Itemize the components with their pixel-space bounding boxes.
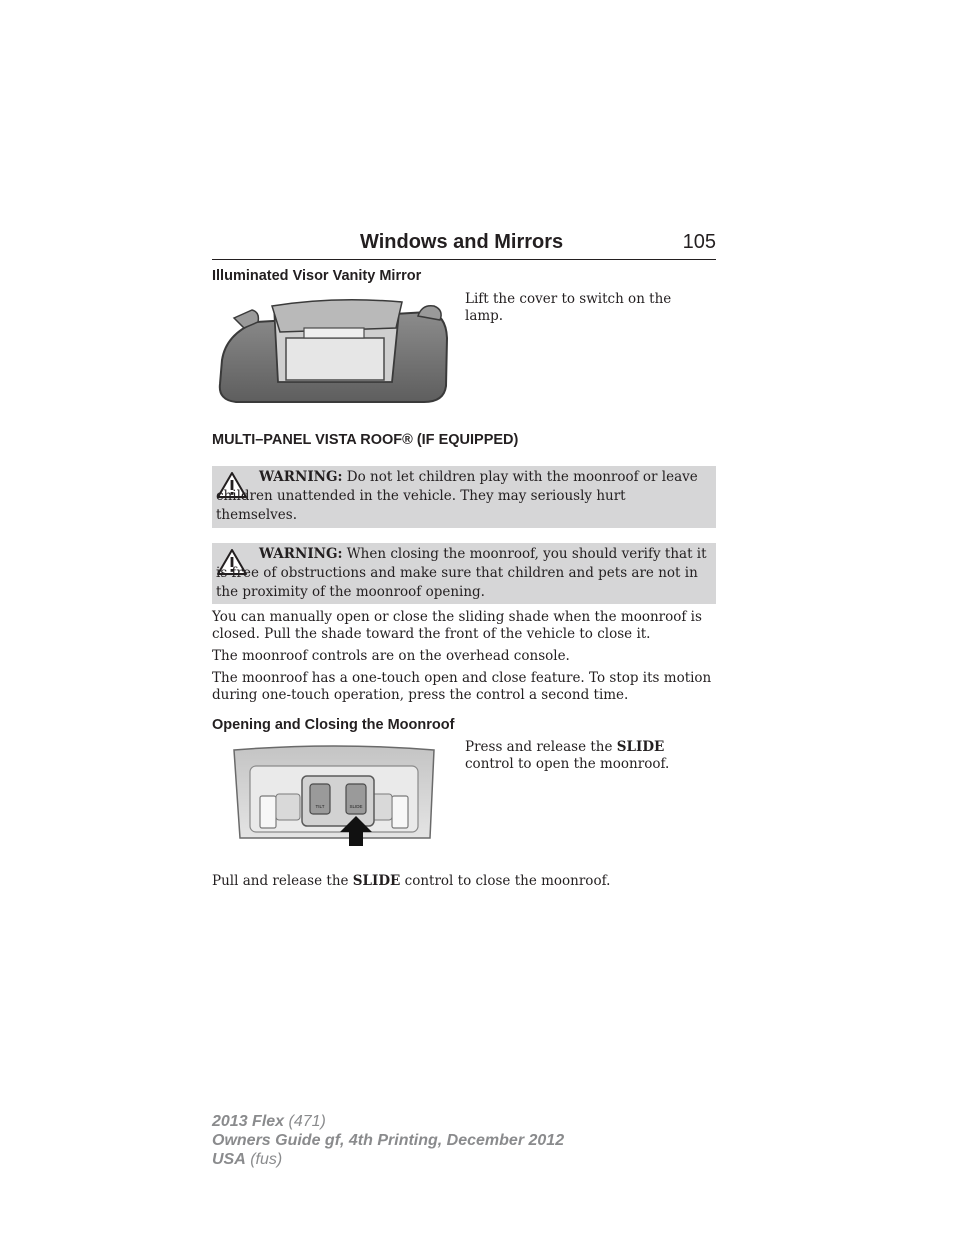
footer-edition: Owners Guide gf, 4th Printing, December 2012 — [212, 1132, 565, 1149]
page-number: 105 — [682, 231, 716, 253]
visor-mirror-illustration — [214, 298, 450, 406]
overhead-console-illustration — [232, 744, 436, 848]
paragraph-shade: You can manually open or close the sliding shade when the moonroof is closed. Pull the shade toward the front of the vehicle to close it. — [212, 609, 702, 642]
footer-model — [212, 1112, 564, 1131]
page-header — [212, 229, 716, 260]
paragraph-one-touch: The moonroof has a one-touch open and close feature. To stop its motion during one-touch operation, press the control a second time. — [212, 670, 712, 703]
warning-1-body: Do not let children play with the moonroof or leave children unattended in the vehicle. They may seriously hurt themselves. — [216, 469, 698, 523]
section-heading-vista-roof: MULTI–PANEL VISTA ROOF® (IF EQUIPPED) — [212, 432, 519, 448]
vanity-description: Lift the cover to switch on the lamp. — [465, 291, 672, 324]
footer-market-name: USA — [212, 1151, 246, 1168]
section-heading-vanity-mirror: Illuminated Visor Vanity Mirror — [212, 268, 422, 284]
close-instruction-pre: Pull and release the — [212, 873, 353, 889]
page-title: Windows and Mirrors — [360, 231, 564, 253]
close-instruction-control: SLIDE — [352, 873, 401, 889]
warning-2-label: WARNING: — [259, 546, 343, 562]
slide-button-label: SLIDE — [349, 804, 363, 809]
warning-1-label: WARNING: — [259, 469, 343, 485]
open-instruction-post: control to open the moonroof. — [465, 756, 670, 772]
paragraph-controls: The moonroof controls are on the overhead console. — [212, 648, 570, 664]
open-instruction-control: SLIDE — [616, 739, 665, 755]
footer-market — [212, 1150, 564, 1169]
page-footer — [212, 1112, 564, 1169]
slide-button[interactable] — [346, 784, 366, 814]
warning-1-text — [216, 468, 710, 525]
warning-box-2 — [212, 543, 716, 604]
open-instruction-pre: Press and release the — [465, 739, 617, 755]
tilt-button[interactable] — [310, 784, 330, 814]
warning-2-text — [216, 545, 710, 602]
section-heading-opening-closing: Opening and Closing the Moonroof — [212, 717, 455, 733]
footer-model-name: 2013 Flex — [212, 1113, 285, 1130]
footer-market-code: (fus) — [245, 1151, 283, 1168]
close-instruction-post: control to close the moonroof. — [400, 873, 611, 889]
tilt-button-label: TILT — [315, 804, 325, 809]
close-instruction — [212, 873, 718, 890]
warning-box-1 — [212, 466, 716, 528]
open-instruction — [465, 739, 705, 773]
warning-2-body: When closing the moonroof, you should verify that it is free of obstructions and make sure that children and pets are not in the proximity of the moonroof opening. — [216, 546, 707, 600]
footer-model-code: (471) — [284, 1113, 326, 1130]
